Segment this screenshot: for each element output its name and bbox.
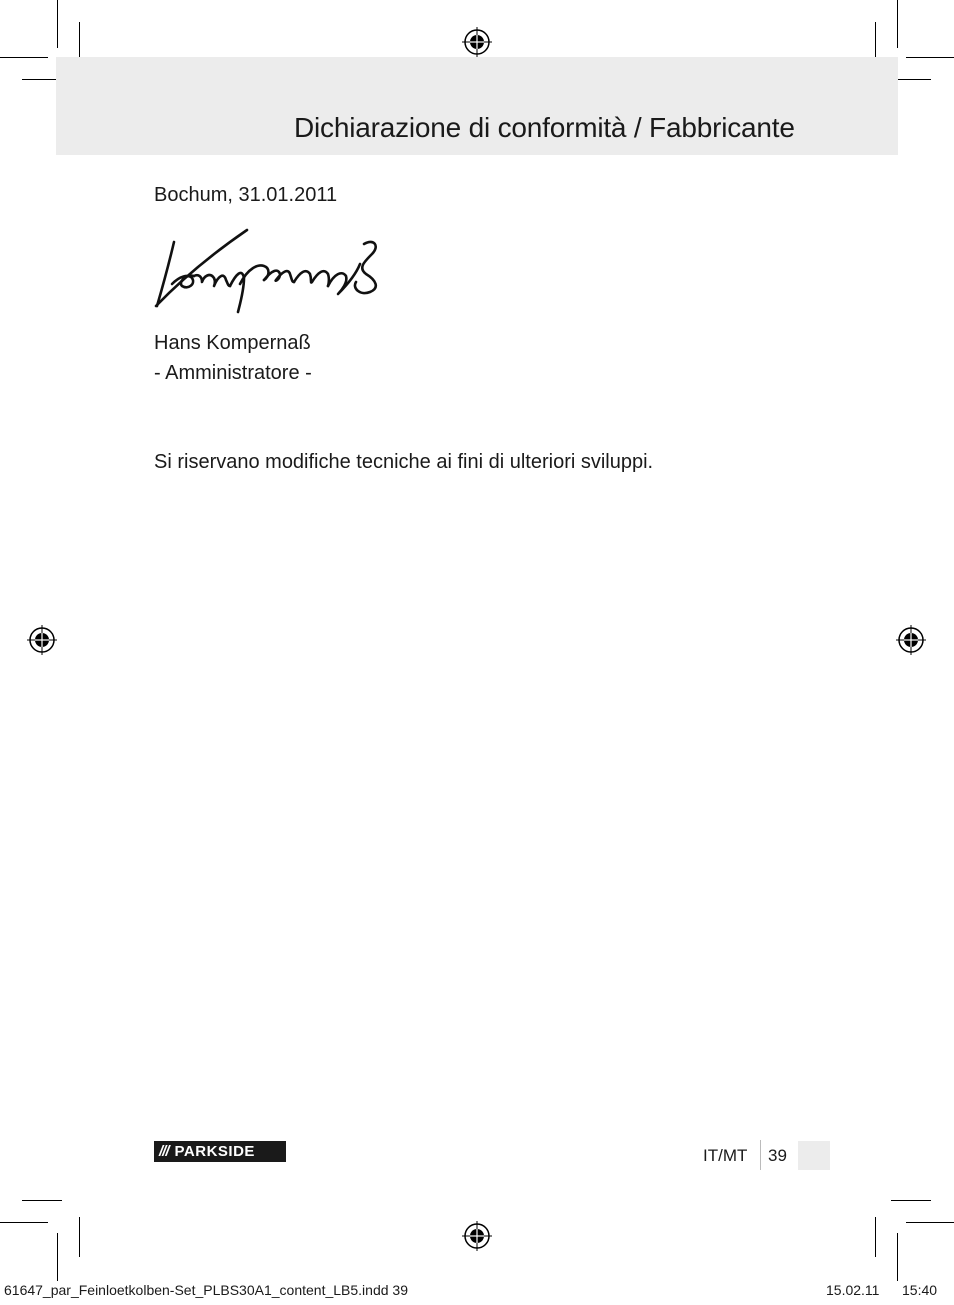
registration-mark-icon <box>462 1221 492 1251</box>
crop-mark-top-left-v2 <box>79 22 80 62</box>
page-title: Dichiarazione di conformità / Fabbricante <box>294 112 795 143</box>
crop-mark-top-right-v2 <box>875 22 876 62</box>
place-date: Bochum, 31.01.2011 <box>154 184 338 206</box>
logo-name: PARKSIDE <box>174 1143 255 1160</box>
slug-time: 15:40 <box>902 1282 938 1298</box>
crop-mark-bottom-right-v2 <box>875 1217 876 1257</box>
registration-mark-icon <box>896 625 926 655</box>
crop-mark-bottom-right-h2 <box>891 1200 931 1201</box>
registration-mark-icon <box>27 625 57 655</box>
crop-mark-top-right-v <box>897 0 898 48</box>
signature-icon <box>152 224 384 314</box>
crop-mark-bottom-left-v <box>57 1233 58 1281</box>
crop-mark-top-left-v <box>57 0 58 48</box>
page-number: 39 <box>768 1146 787 1165</box>
registration-mark-icon <box>462 27 492 57</box>
slug-date: 15.02.11 <box>826 1282 880 1298</box>
footer-divider <box>760 1140 761 1170</box>
slug-filename: 61647_par_Feinloetkolben-Set_PLBS30A1_content_LB5.indd 39 <box>4 1282 408 1298</box>
parkside-logo <box>154 1141 286 1162</box>
crop-mark-bottom-left-v2 <box>79 1217 80 1257</box>
language-code: IT/MT <box>703 1146 748 1165</box>
crop-mark-bottom-right-v <box>897 1233 898 1281</box>
logo-slashes: /// <box>159 1143 169 1160</box>
footer-tab <box>798 1141 830 1170</box>
crop-mark-top-left-h <box>0 57 48 58</box>
crop-mark-bottom-left-h <box>0 1222 48 1223</box>
technical-note: Si riservano modifiche tecniche ai fini di ulteriori sviluppi. <box>154 451 654 473</box>
crop-mark-bottom-right-h <box>906 1222 954 1223</box>
signatory-name: Hans Kompernaß <box>154 332 311 354</box>
crop-mark-top-right-h <box>906 57 954 58</box>
crop-mark-bottom-left-h2 <box>22 1200 62 1201</box>
signatory-role: - Amministratore - <box>154 362 312 384</box>
